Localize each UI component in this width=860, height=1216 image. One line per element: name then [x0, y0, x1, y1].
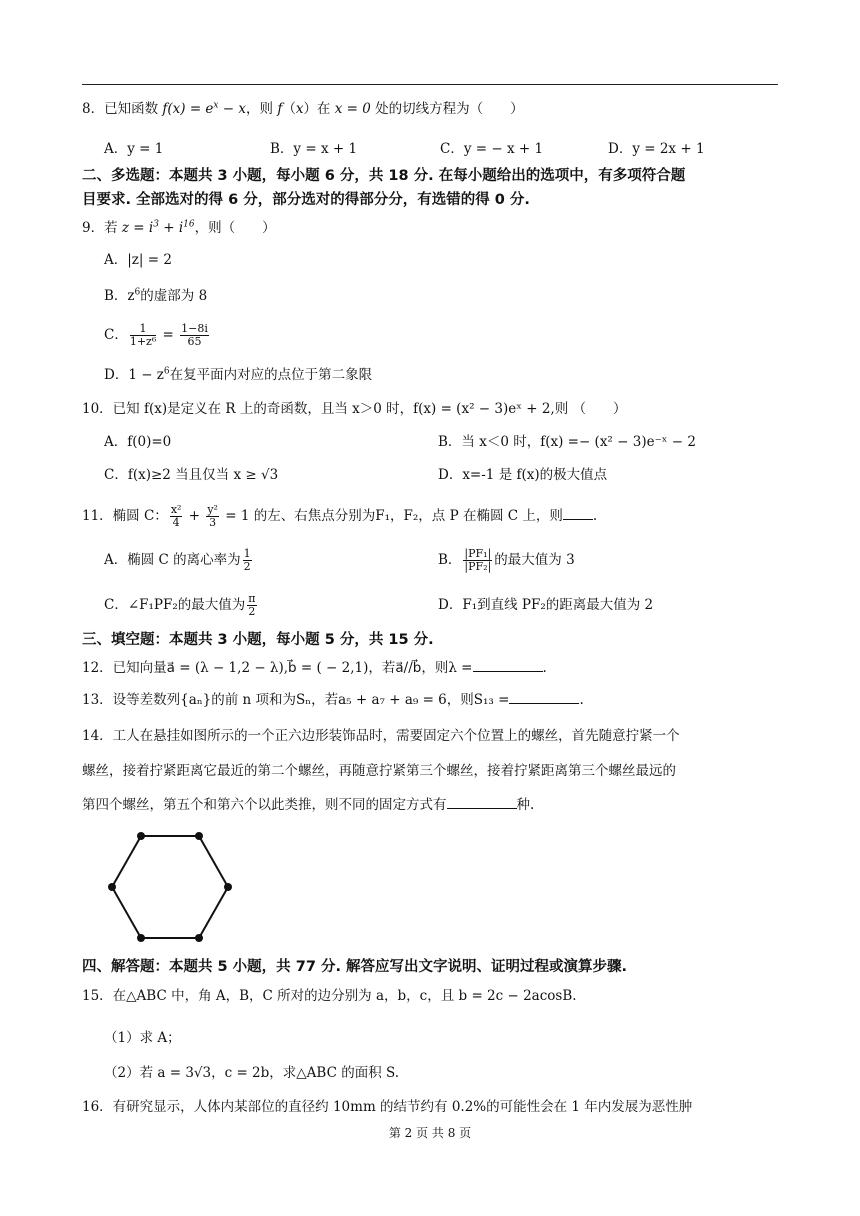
- section4-heading: 四、解答题：本题共 5 小题，共 77 分. 解答应写出文字说明、证明过程或演算步骤.: [82, 959, 628, 975]
- screw-dot: [137, 934, 145, 942]
- q11-option-b: B． $\frac{\text{|PF₁|}}{\text{|PF₂|}}$ 的最大值为 3: [438, 547, 575, 573]
- q10-option-a: A．f(0)=0: [104, 434, 172, 450]
- q15-part2: （2）若 a = 3√3，c = 2b，求△ABC 的面积 S.: [104, 1065, 400, 1081]
- screw-dot: [137, 832, 145, 840]
- q10-option-b: B．当 x＜0 时，f(x) =− (x² − 3)e⁻ˣ − 2: [438, 434, 696, 450]
- section2-heading-line2: 目要求. 全部选对的得 6 分，部分选对的得部分分，有选错的得 0 分.: [82, 192, 530, 208]
- q15-stem: 15．在△ABC 中，角 A，B，C 所对的边分别为 a，b，c，且 b = 2c − 2acosB.: [82, 988, 577, 1004]
- q8-option-c: C．y = − x + 1: [440, 141, 544, 157]
- screw-dot: [195, 934, 203, 942]
- q8-option-d: D．y = 2x + 1: [608, 141, 705, 157]
- q10-option-c: C．f(x)≥2 当且仅当 x ≥ √3: [104, 467, 279, 483]
- q8-option-b: B．y = x + 1: [270, 141, 358, 157]
- q10-stem: 10．已知 f(x)是定义在 R 上的奇函数，且当 x＞0 时，f(x) = (x² − 3)eˣ + 2,则 （ ）: [82, 401, 627, 417]
- q9-option-d: D．$1 - z^6$在复平面内对应的点位于第二象限: [104, 366, 373, 383]
- q9-option-a: A．|z| = 2: [104, 252, 172, 268]
- q8-option-a: A．y = 1: [104, 141, 164, 157]
- hexagon-outline: [112, 836, 228, 938]
- q11-stem: 11．椭圆 C： $\frac{\text{x²}}{4}$ + $\frac{\text{y²}}{3}$ = 1 的左、右焦点分别为F₁，F₂，点 P 在椭圆 C 上，则 .: [82, 503, 598, 529]
- q9-option-b: B．$z^6$的虚部为 8: [104, 287, 208, 304]
- q9-stem: 9．若 $z = i^3 + i^{16}$，则（ ）: [82, 219, 276, 236]
- page-footer: 第 2 页 共 8 页: [388, 1126, 472, 1140]
- q14-answer-blank: [447, 796, 517, 809]
- q11-option-a: A．椭圆 C 的离心率为 $\frac{1}{2}$: [104, 547, 251, 573]
- q11-option-c: C．∠F₁PF₂的最大值为 $\frac{\pi}{2}$: [104, 592, 256, 618]
- screw-dot: [108, 883, 116, 891]
- q10-option-d: D．x=-1 是 f(x)的极大值点: [438, 467, 608, 483]
- q14-line2: 螺丝，接着拧紧距离它最近的第二个螺丝，再随意拧紧第三个螺丝，接着拧紧距离第三个螺丝最远的: [82, 763, 676, 779]
- q14-line3: 第四个螺丝，第五个和第六个以此类推，则不同的固定方式有 种.: [82, 797, 535, 813]
- q16-stem: 16．有研究显示，人体内某部位的直径约 10mm 的结节约有 0.2%的可能性会在 1 年内发展为恶性肿: [82, 1099, 693, 1115]
- q11-answer-blank: [563, 507, 593, 520]
- section3-heading: 三、填空题：本题共 3 小题，每小题 5 分，共 15 分.: [82, 632, 434, 648]
- header-rule: [82, 84, 778, 85]
- q15-part1: （1）求 A；: [104, 1030, 181, 1046]
- q14-line1: 14．工人在悬挂如图所示的一个正六边形装饰品时，需要固定六个位置上的螺丝，首先随意拧紧一个: [82, 728, 680, 744]
- q8-stem: 8．已知函数 $f(x) = e^x - x$，则 f（x）在 x = 0 处的切线方程为（ ）: [82, 100, 524, 117]
- q12-answer-blank: [473, 659, 543, 672]
- q13-stem: 13．设等差数列{aₙ}的前 n 项和为Sₙ，若a₅ + a₇ + a₉ = 6，则S₁₃ = .: [82, 692, 584, 708]
- screw-dot: [195, 832, 203, 840]
- q12-stem: 12．已知向量a⃗ = (λ − 1,2 − λ),b⃗ = ( − 2,1)，若a⃗//b⃗，则λ = .: [82, 660, 547, 676]
- hexagon-figure: [100, 826, 240, 950]
- q11-option-d: D．F₁到直线 PF₂的距离最大值为 2: [438, 597, 654, 613]
- q13-answer-blank: [509, 691, 579, 704]
- screw-dot: [224, 883, 232, 891]
- q9-option-c: C． $\frac{1}{\text{1+z⁶}}$ = $\frac{1-8i}{65}$: [104, 322, 208, 348]
- section2-heading-line1: 二、多选题：本题共 3 小题，每小题 6 分，共 18 分. 在每小题给出的选项中，有多项符合题: [82, 168, 686, 184]
